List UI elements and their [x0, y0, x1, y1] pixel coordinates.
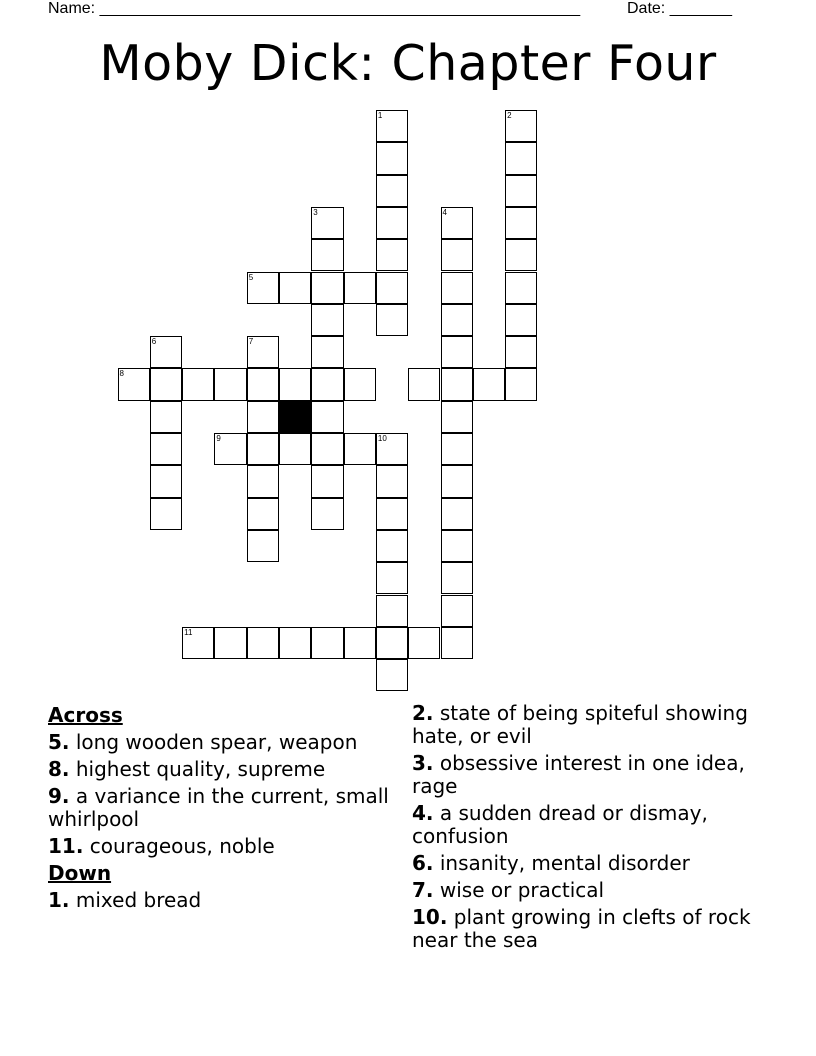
clue-item-text: courageous, noble: [89, 834, 275, 858]
grid-cell[interactable]: [376, 530, 408, 562]
name-field-label: Name: ______________________________________________________: [48, 0, 581, 17]
clue-number: 4: [442, 207, 447, 217]
grid-cell[interactable]: [182, 627, 214, 659]
grid-cell[interactable]: [505, 110, 537, 142]
clue-item: [412, 852, 772, 875]
grid-cell[interactable]: [376, 110, 408, 142]
clue-item: [48, 835, 398, 858]
grid-cell[interactable]: [214, 368, 246, 400]
grid-cell[interactable]: [505, 175, 537, 207]
grid-cell[interactable]: [279, 272, 311, 304]
clue-item-text: plant growing in clefts of rock near the sea: [412, 905, 751, 952]
grid-cell[interactable]: [150, 465, 182, 497]
grid-cell[interactable]: [247, 401, 279, 433]
clue-item-text: highest quality, supreme: [75, 757, 326, 781]
clue-item: [412, 906, 772, 952]
grid-cell[interactable]: [279, 627, 311, 659]
clue-item-text: insanity, mental disorder: [439, 851, 690, 875]
grid-cell[interactable]: [441, 530, 473, 562]
clue-item: [412, 879, 772, 902]
grid-cell[interactable]: [441, 433, 473, 465]
grid-cell[interactable]: [376, 498, 408, 530]
grid-cell[interactable]: [505, 207, 537, 239]
grid-cell[interactable]: [311, 304, 343, 336]
grid-cell[interactable]: [247, 627, 279, 659]
grid-cell[interactable]: [441, 272, 473, 304]
grid-cell[interactable]: [311, 498, 343, 530]
clue-number: 1: [377, 111, 383, 120]
grid-cell[interactable]: [505, 239, 537, 271]
grid-cell[interactable]: [441, 336, 473, 368]
page-title: Moby Dick: Chapter Four: [99, 35, 717, 92]
grid-cell[interactable]: [441, 595, 473, 627]
grid-cell[interactable]: [376, 659, 408, 691]
grid-cell[interactable]: [376, 465, 408, 497]
grid-cell[interactable]: [311, 627, 343, 659]
clue-item-text: long wooden spear, weapon: [75, 730, 358, 754]
grid-cell[interactable]: [150, 433, 182, 465]
grid-cell[interactable]: [311, 272, 343, 304]
grid-cell[interactable]: [311, 239, 343, 271]
grid-cell[interactable]: [505, 336, 537, 368]
grid-cell[interactable]: [247, 368, 279, 400]
across-heading: Across: [48, 703, 123, 727]
grid-cell[interactable]: [376, 142, 408, 174]
grid-cell[interactable]: [214, 433, 246, 465]
clue-item: [412, 702, 772, 748]
grid-cell[interactable]: [311, 336, 343, 368]
clue-number: 2: [507, 111, 512, 120]
clue-column-right: [412, 702, 772, 956]
grid-cell[interactable]: [182, 368, 214, 400]
clue-column-left: [48, 702, 398, 916]
clue-item-number: 6.: [412, 851, 434, 875]
grid-cell[interactable]: [311, 368, 343, 400]
clue-item-text: a variance in the current, small whirlpool: [48, 784, 389, 831]
clue-item-number: 8.: [48, 757, 70, 781]
grid-cell[interactable]: [408, 368, 440, 400]
clue-item-number: 2.: [412, 701, 434, 725]
grid-cell[interactable]: [441, 627, 473, 659]
grid-cell[interactable]: [311, 433, 343, 465]
grid-cell[interactable]: [311, 401, 343, 433]
clue-item-number: 7.: [412, 878, 434, 902]
grid-cell[interactable]: [376, 562, 408, 594]
clue-item: [412, 752, 772, 798]
grid-cell[interactable]: [344, 272, 376, 304]
grid-cell[interactable]: [505, 272, 537, 304]
grid-cell[interactable]: [344, 368, 376, 400]
grid-cell[interactable]: [311, 207, 343, 239]
grid-cell[interactable]: [441, 207, 473, 239]
grid-cell[interactable]: [150, 498, 182, 530]
grid-cell[interactable]: [441, 465, 473, 497]
grid-cell[interactable]: [408, 627, 440, 659]
clue-item-text: a sudden dread or dismay, confusion: [412, 801, 708, 848]
clue-number: 11: [184, 627, 193, 637]
grid-cell[interactable]: [505, 142, 537, 174]
grid-cell[interactable]: [376, 627, 408, 659]
grid-cell[interactable]: [441, 562, 473, 594]
date-field-label: Date: _______: [627, 0, 732, 17]
clue-item: [412, 802, 772, 848]
clue-number: 8: [119, 369, 124, 379]
grid-cell[interactable]: [441, 239, 473, 271]
grid-cell[interactable]: [118, 368, 150, 400]
clue-item: [48, 731, 398, 754]
grid-cell[interactable]: [150, 336, 182, 368]
clue-item-text: obsessive interest in one idea, rage: [412, 751, 745, 798]
clue-item: [48, 785, 398, 831]
grid-cell[interactable]: [214, 627, 246, 659]
grid-cell[interactable]: [473, 368, 505, 400]
clue-number: 7: [248, 337, 254, 347]
clue-number: 3: [313, 207, 318, 217]
grid-cell[interactable]: [505, 304, 537, 336]
grid-cell[interactable]: [247, 465, 279, 497]
grid-cell[interactable]: [344, 627, 376, 659]
clue-item-number: 4.: [412, 801, 434, 825]
grid-cell[interactable]: [344, 433, 376, 465]
grid-block: [279, 401, 311, 433]
grid-cell[interactable]: [441, 368, 473, 400]
grid-cell[interactable]: [279, 368, 311, 400]
clue-item-number: 11.: [48, 834, 84, 858]
grid-cell[interactable]: [150, 368, 182, 400]
grid-cell[interactable]: [247, 433, 279, 465]
grid-cell[interactable]: [247, 272, 279, 304]
grid-cell[interactable]: [376, 175, 408, 207]
grid-cell[interactable]: [376, 239, 408, 271]
grid-cell[interactable]: [247, 336, 279, 368]
grid-cell[interactable]: [441, 498, 473, 530]
down-clue-list-left: [48, 889, 398, 912]
down-heading: Down: [48, 861, 112, 885]
clue-item-text: wise or practical: [439, 878, 605, 902]
clue-number: 9: [216, 434, 221, 443]
clue-number: 10: [377, 434, 387, 443]
across-clue-list: [48, 731, 398, 858]
clue-item-text: state of being spiteful showing hate, or evil: [412, 701, 748, 748]
grid-cell[interactable]: [311, 465, 343, 497]
clue-item-number: 10.: [412, 905, 448, 929]
grid-cell[interactable]: [247, 498, 279, 530]
grid-cell[interactable]: [505, 368, 537, 400]
grid-cell[interactable]: [441, 304, 473, 336]
grid-cell[interactable]: [376, 304, 408, 336]
clue-number: 5: [248, 272, 254, 282]
clue-item-number: 5.: [48, 730, 70, 754]
clue-item-number: 3.: [412, 751, 434, 775]
clue-item-number: 9.: [48, 784, 70, 808]
grid-cell[interactable]: [376, 595, 408, 627]
grid-cell[interactable]: [376, 207, 408, 239]
clue-item-text: mixed bread: [75, 888, 202, 912]
down-clue-list-right: [412, 702, 772, 952]
grid-cell[interactable]: [441, 401, 473, 433]
clue-item-number: 1.: [48, 888, 70, 912]
clue-item: [48, 758, 398, 781]
grid-cell[interactable]: [279, 433, 311, 465]
clue-item: [48, 889, 398, 912]
grid-cell[interactable]: [150, 401, 182, 433]
grid-cell[interactable]: [376, 272, 408, 304]
clue-number: 6: [151, 337, 157, 347]
grid-cell[interactable]: [247, 530, 279, 562]
grid-cell[interactable]: [376, 433, 408, 465]
